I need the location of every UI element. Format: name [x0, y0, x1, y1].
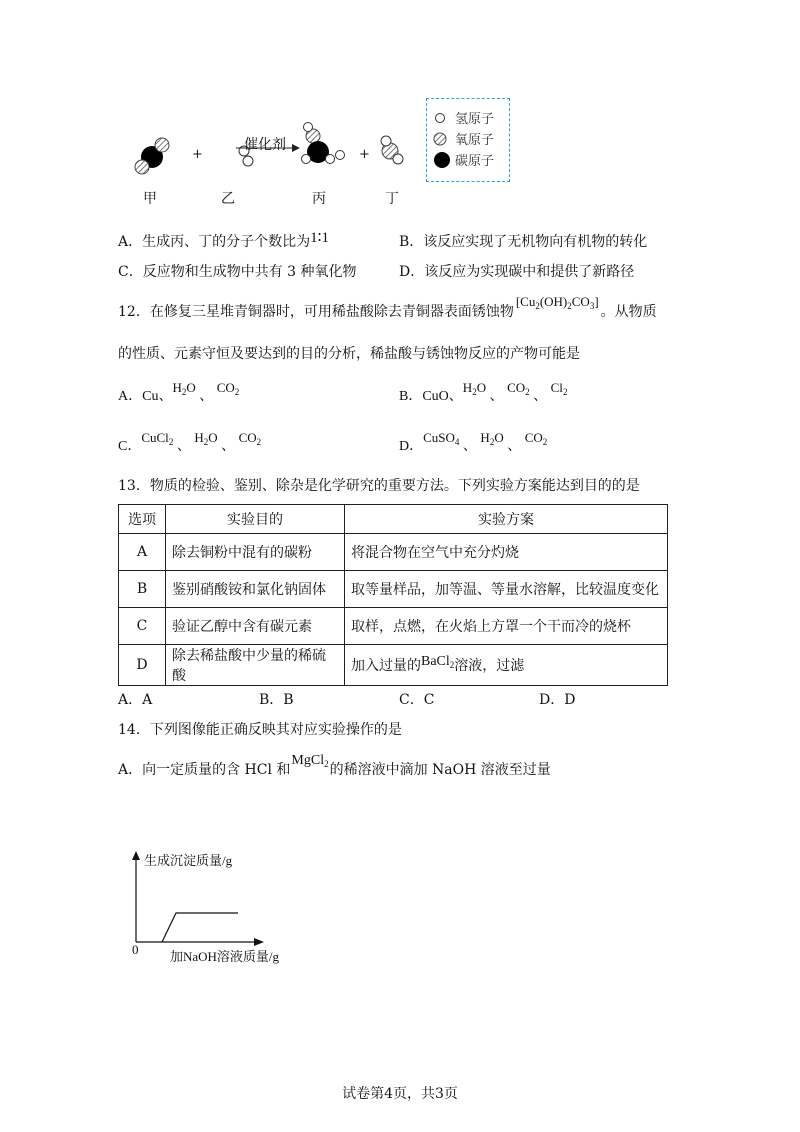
- label-jia: 甲: [143, 191, 157, 207]
- q11-option-d: D．该反应为实现碳中和提供了新路径: [399, 264, 635, 280]
- q14-stem: 14．下列图像能正确反映其对应实验操作的是: [118, 722, 402, 738]
- header-plan: 实验方案: [345, 505, 668, 534]
- molecule-bing: [302, 123, 345, 164]
- label-yi: 乙: [221, 191, 235, 207]
- header-goal: 实验目的: [166, 505, 345, 534]
- catalyst-label: 催化剂: [244, 137, 286, 153]
- experiment-table: [118, 504, 668, 686]
- hydrogen-atom: [326, 155, 335, 164]
- plus-sign-2: +: [359, 147, 370, 162]
- ratio: 1∶1: [310, 230, 330, 246]
- table-row: D 除去稀盐酸中少量的稀硫酸 加入过量的BaCl$_2$溶液，过滤: [119, 645, 668, 686]
- legend-oxygen: 氧原子: [455, 133, 495, 148]
- hydrogen-atom: [393, 154, 403, 164]
- q12-option-a: A．Cu、$H_2O$ 、 $CO_2$: [118, 380, 240, 404]
- label-bing: 丙: [312, 191, 326, 207]
- reaction-diagram: [120, 100, 420, 210]
- q11-option-c: C．反应物和生成物中共有 3 种氧化物: [118, 264, 357, 280]
- q13-answer-d: D．D: [539, 692, 576, 708]
- legend-hydrogen: 氢原子: [455, 112, 495, 127]
- graph-xlabel: 加NaOH溶液质量/g: [170, 949, 280, 964]
- oxygen-atom: [135, 160, 149, 174]
- q12-option-c: C．CuCl$_2$ 、 $H_2O$ 、 $CO_2$: [118, 430, 262, 454]
- hydrogen-atom: [336, 151, 345, 160]
- carbon-atom-icon: [433, 151, 451, 169]
- hydrogen-atom: [381, 136, 391, 146]
- q12-option-d: D．CuSO$_4$ 、 $H_2O$ 、 $CO_2$: [399, 430, 548, 454]
- q14-option-a: A．向一定质量的含 HCl 和MgCl$_2$的稀溶液中滴加 NaOH 溶液至过量: [118, 753, 551, 778]
- graph-ylabel: 生成沉淀质量/g: [144, 853, 233, 868]
- y-axis-arrow: [132, 851, 140, 860]
- bacl2-formula: BaCl$_2$: [421, 654, 455, 670]
- x-axis-arrow: [254, 938, 264, 946]
- hydrogen-atom: [243, 156, 253, 166]
- q12-stem-line2: 的性质、元素守恒及要达到的目的分析，稀盐酸与锈蚀物反应的产物可能是: [118, 346, 580, 362]
- q12-formula: $[Cu_2(OH)_2CO_3]$: [515, 294, 599, 311]
- atom-legend: [426, 98, 510, 182]
- q13-stem: 13．物质的检验、鉴别、除杂是化学研究的重要方法。下列实验方案能达到目的的是: [118, 478, 640, 494]
- q12-stem-line1: 12．在修复三星堆青铜器时，可用稀盐酸除去青铜器表面锈蚀物$[Cu_2(OH)_2CO_3]$。从物质: [118, 294, 657, 320]
- oxygen-atom-icon: [433, 132, 447, 146]
- mgcl2-formula: MgCl$_2$: [291, 753, 329, 769]
- hydrogen-atom-icon: [433, 111, 447, 125]
- page-footer: 试卷第4页，共3页: [342, 1086, 458, 1102]
- q13-answer-b: B．B: [259, 692, 294, 708]
- table-row: B 鉴别硝酸铵和氯化钠固体 取等量样品，加等温、等量水溶解，比较温度变化: [119, 571, 668, 608]
- precipitate-line: [162, 913, 238, 942]
- legend-carbon: 碳原子: [455, 154, 495, 169]
- hydrogen-atom: [304, 123, 313, 132]
- label-ding: 丁: [385, 191, 399, 207]
- header-option: 选项: [119, 505, 166, 534]
- table-header-row: [119, 505, 668, 534]
- q12-option-b: B．CuO、$H_2O$ 、 $CO_2$ 、 $Cl_2$: [399, 380, 568, 404]
- q11-option-b: B．该反应实现了无机物向有机物的转化: [399, 234, 648, 250]
- table-row: A 除去铜粉中混有的碳粉 将混合物在空气中充分灼烧: [119, 534, 668, 571]
- q13-answer-a: A．A: [118, 692, 153, 708]
- hydrogen-atom: [302, 155, 311, 164]
- plus-sign-1: +: [192, 147, 203, 162]
- molecule-ding: [381, 136, 403, 164]
- molecule-jia: [135, 138, 169, 174]
- oxygen-atom: [155, 138, 169, 152]
- table-row: C 验证乙醇中含有碳元素 取样，点燃，在火焰上方罩一个干而冷的烧杯: [119, 608, 668, 645]
- graph-origin: 0: [132, 942, 139, 957]
- q13-answer-c: C．C: [399, 692, 435, 708]
- q11-option-a: A．生成丙、丁的分子个数比为1∶1: [118, 230, 330, 250]
